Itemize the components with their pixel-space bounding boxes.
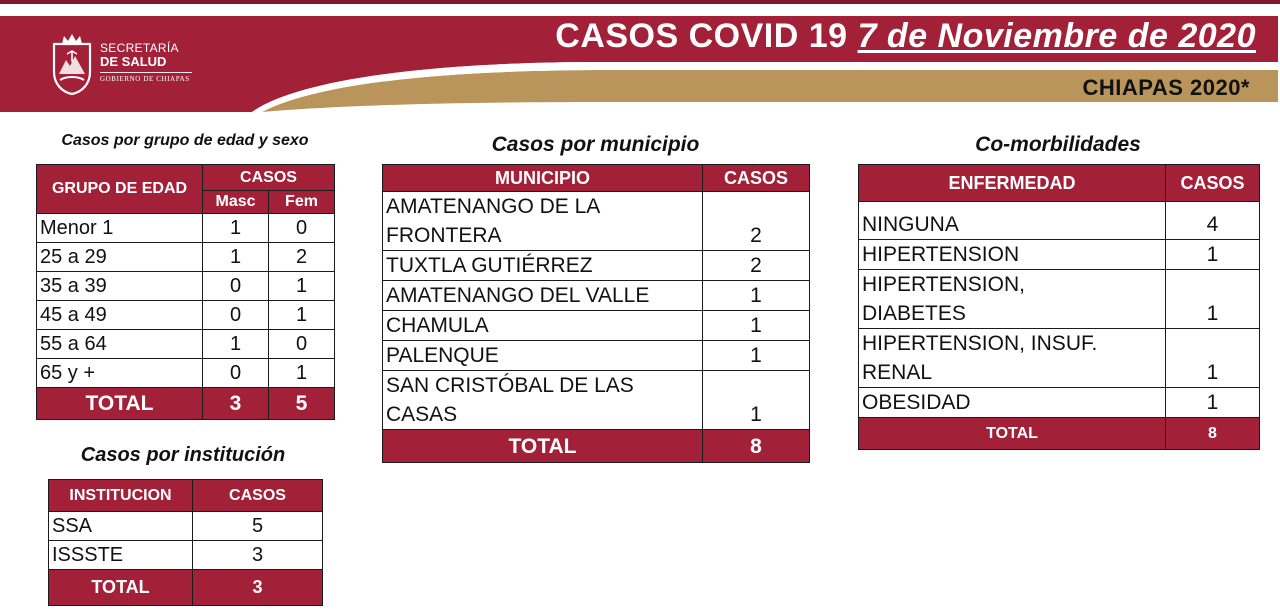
table-row — [383, 371, 810, 430]
cases-cell: 2 — [703, 251, 810, 281]
institution-cell: ISSSTE — [49, 541, 193, 570]
total-label: TOTAL — [49, 570, 193, 606]
inst-header-row — [49, 480, 323, 512]
table-row — [37, 272, 335, 301]
header-banner — [0, 0, 1280, 118]
col-header-fem: Fem — [269, 191, 335, 214]
fem-cell: 1 — [269, 301, 335, 330]
age-group-cell: 55 a 64 — [37, 330, 203, 359]
age-header-row — [37, 165, 335, 191]
cases-cell: 1 — [1166, 240, 1260, 270]
col-header-institution: INSTITUCION — [49, 480, 193, 512]
cases-cell: 1 — [703, 281, 810, 311]
masc-cell: 1 — [203, 214, 269, 243]
institution-table — [48, 479, 323, 606]
disease-line-1: HIPERTENSION, — [862, 273, 1025, 296]
institution-section-title: Casos por institución — [80, 444, 286, 466]
org-line-1: SECRETARÍA — [100, 41, 179, 55]
col-header-municipality: MUNICIPIO — [383, 165, 703, 192]
table-row — [49, 541, 323, 570]
age-group-cell: Menor 1 — [37, 214, 203, 243]
total-label: TOTAL — [859, 418, 1166, 450]
page-subtitle: CHIAPAS 2020* — [1082, 75, 1250, 100]
total-fem: 5 — [269, 388, 335, 420]
disease-line-1: HIPERTENSION, INSUF. — [862, 332, 1098, 355]
table-row — [859, 270, 1260, 329]
table-row — [859, 388, 1260, 418]
table-row — [37, 330, 335, 359]
municipality-line-1: AMATENANGO DE LA — [386, 195, 601, 218]
municipality-cell: CHAMULA — [383, 311, 703, 341]
col-header-cases: CASOS — [703, 165, 810, 192]
total-value: 8 — [703, 430, 810, 463]
table-row — [859, 202, 1260, 240]
cases-cell: 1 — [703, 371, 810, 430]
municipality-cell: AMATENANGO DEL VALLE — [383, 281, 703, 311]
total-label: TOTAL — [383, 430, 703, 463]
municipality-cell — [383, 371, 703, 430]
cases-cell: 1 — [1166, 388, 1260, 418]
col-header-age-group: GRUPO DE EDAD — [37, 165, 203, 214]
total-value: 8 — [1166, 418, 1260, 450]
table-row — [383, 281, 810, 311]
table-row — [37, 359, 335, 388]
report-date: 7 de Noviembre de 2020 — [857, 17, 1256, 55]
age-sex-table — [36, 164, 335, 420]
table-row — [383, 192, 810, 251]
municipality-line-2: FRONTERA — [386, 224, 502, 247]
municipality-table — [382, 164, 810, 463]
total-masc: 3 — [203, 388, 269, 420]
total-row — [49, 570, 323, 606]
total-row — [859, 418, 1260, 450]
municipality-line-2: CASAS — [386, 403, 458, 426]
municipality-line-1: SAN CRISTÓBAL DE LAS — [386, 374, 634, 397]
age-sex-section-title: Casos por grupo de edad y sexo — [61, 132, 309, 149]
table-row — [859, 329, 1260, 388]
municipality-cell: PALENQUE — [383, 341, 703, 371]
page-title — [555, 16, 1256, 56]
total-row — [37, 388, 335, 420]
comorbidities-table — [858, 164, 1260, 450]
cases-cell: 5 — [193, 512, 323, 541]
masc-cell: 1 — [203, 243, 269, 272]
age-group-cell: 25 a 29 — [37, 243, 203, 272]
total-value: 3 — [193, 570, 323, 606]
total-row — [383, 430, 810, 463]
fem-cell: 0 — [269, 330, 335, 359]
table-row — [383, 311, 810, 341]
disease-cell — [859, 270, 1166, 329]
org-line-3: GOBIERNO DE CHIAPAS — [100, 75, 190, 83]
cases-cell: 1 — [703, 341, 810, 371]
masc-cell: 1 — [203, 330, 269, 359]
disease-line-2: RENAL — [862, 361, 933, 384]
chiapas-shield-logo-icon — [48, 32, 96, 96]
org-divider — [100, 72, 192, 73]
table-row — [49, 512, 323, 541]
disease-cell: HIPERTENSION — [859, 240, 1166, 270]
disease-line-2: DIABETES — [862, 302, 966, 325]
table-row — [37, 214, 335, 243]
municipality-cell — [383, 192, 703, 251]
org-line-2: DE SALUD — [100, 54, 167, 69]
age-group-cell: 65 y + — [37, 359, 203, 388]
masc-cell: 0 — [203, 301, 269, 330]
col-header-cases: CASOS — [203, 165, 335, 191]
cases-cell: 1 — [1166, 329, 1260, 388]
institution-cell: SSA — [49, 512, 193, 541]
disease-cell — [859, 329, 1166, 388]
cases-cell: 3 — [193, 541, 323, 570]
table-row — [383, 251, 810, 281]
table-row — [37, 301, 335, 330]
disease-cell: NINGUNA — [859, 202, 1166, 240]
cases-cell: 1 — [1166, 270, 1260, 329]
age-group-cell: 45 a 49 — [37, 301, 203, 330]
cases-cell: 1 — [703, 311, 810, 341]
table-row — [383, 341, 810, 371]
masc-cell: 0 — [203, 359, 269, 388]
col-header-masc: Masc — [203, 191, 269, 214]
fem-cell: 0 — [269, 214, 335, 243]
total-label: TOTAL — [37, 388, 203, 420]
cases-cell: 4 — [1166, 202, 1260, 240]
table-row — [37, 243, 335, 272]
municipality-cell: TUXTLA GUTIÉRREZ — [383, 251, 703, 281]
masc-cell: 0 — [203, 272, 269, 301]
organization-name — [100, 42, 192, 83]
col-header-cases: CASOS — [1166, 165, 1260, 202]
cases-cell: 2 — [703, 192, 810, 251]
page-title-text: CASOS COVID 19 — [555, 17, 848, 55]
como-header-row — [859, 165, 1260, 202]
muni-header-row — [383, 165, 810, 192]
fem-cell: 2 — [269, 243, 335, 272]
fem-cell: 1 — [269, 272, 335, 301]
age-group-cell: 35 a 39 — [37, 272, 203, 301]
col-header-disease: ENFERMEDAD — [859, 165, 1166, 202]
disease-cell: OBESIDAD — [859, 388, 1166, 418]
fem-cell: 1 — [269, 359, 335, 388]
table-row — [859, 240, 1260, 270]
col-header-cases: CASOS — [193, 480, 323, 512]
municipality-section-title: Casos por municipio — [491, 133, 700, 156]
comorbidities-section-title: Co-morbilidades — [975, 133, 1141, 156]
